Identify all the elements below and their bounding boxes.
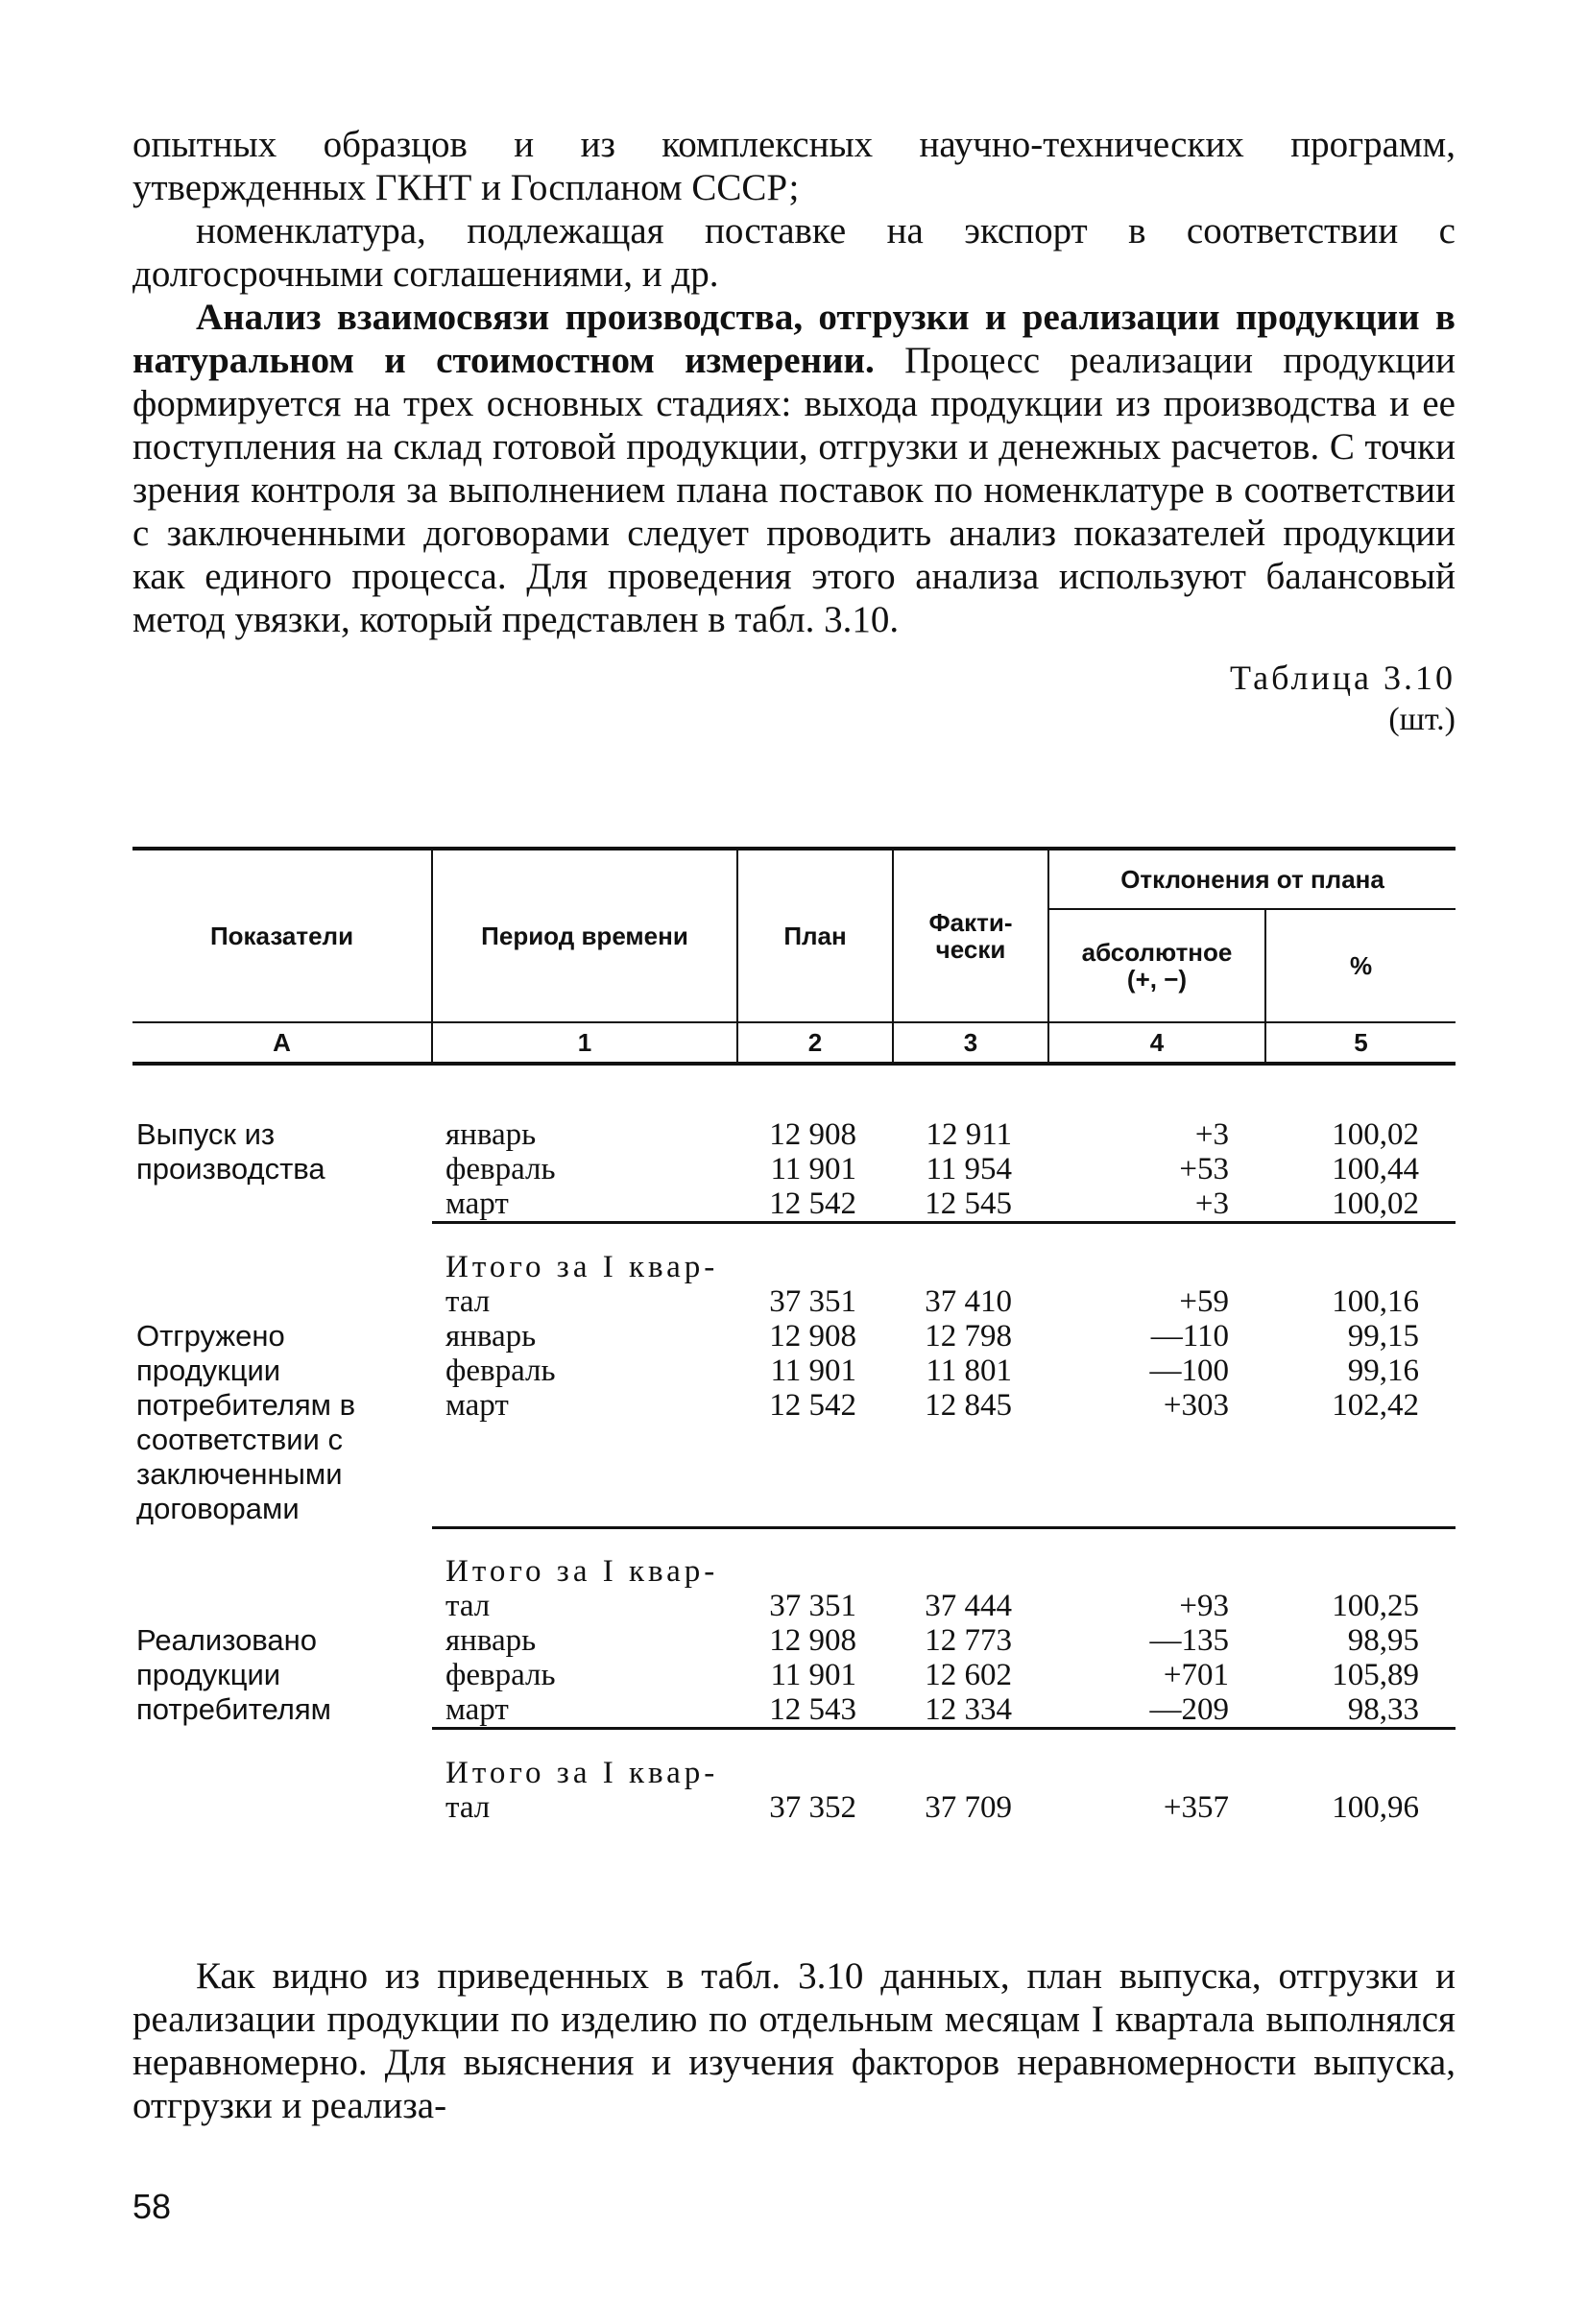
total-pct: 100,25: [1332, 1589, 1419, 1623]
plan-cell: 12 908: [769, 1623, 856, 1658]
period-cell: январь: [445, 1623, 537, 1658]
period-cell: март: [445, 1692, 509, 1727]
abs-cell: —110: [1150, 1318, 1229, 1354]
actual-cell: 11 801: [926, 1353, 1012, 1388]
abs-cell: —100: [1149, 1353, 1229, 1388]
abs-cell: —135: [1149, 1623, 1229, 1658]
total-label-1: Итого за I квар-: [445, 1554, 719, 1589]
data-table: [132, 847, 1456, 1825]
period-cell: март: [445, 1186, 509, 1221]
actual-cell: 12 845: [925, 1387, 1012, 1423]
paragraph-analysis: [132, 296, 1456, 641]
actual-cell: 12 334: [925, 1692, 1012, 1727]
abs-cell: +3: [1194, 1117, 1229, 1152]
table-row: [132, 1117, 1456, 1152]
plan-cell: 12 543: [769, 1692, 856, 1727]
page-body: [132, 123, 1456, 741]
bottom-text: [132, 1954, 1456, 2127]
plan-cell: 12 908: [769, 1117, 856, 1152]
period-cell: февраль: [445, 1658, 556, 1692]
total-row: [132, 1756, 1456, 1825]
table-row: [132, 1623, 1456, 1658]
actual-cell: 11 954: [926, 1152, 1012, 1186]
actual-cell: 12 798: [925, 1318, 1012, 1354]
table-row: [132, 1319, 1456, 1354]
total-label-1: Итого за I квар-: [445, 1249, 719, 1284]
abs-cell: +303: [1163, 1387, 1229, 1423]
table-3-10: [132, 847, 1456, 1825]
period-cell: январь: [445, 1117, 537, 1152]
header-percent: %: [1349, 951, 1373, 980]
total-abs: +59: [1179, 1283, 1229, 1319]
pct-cell: 105,89: [1332, 1658, 1419, 1692]
pct-cell: 100,44: [1332, 1152, 1419, 1186]
total-plan: 37 352: [769, 1789, 856, 1825]
total-pct: 100,16: [1332, 1283, 1419, 1319]
header-period: Период времени: [432, 849, 737, 1022]
indicator-label: Отгружено продукции потребителям в соответствии с заключенными договорами: [136, 1318, 356, 1525]
abs-cell: +701: [1163, 1658, 1229, 1692]
header-indicators: Показатели: [132, 849, 432, 1022]
pct-cell: 102,42: [1332, 1387, 1419, 1423]
pct-cell: 98,95: [1347, 1623, 1419, 1658]
total-label-1: Итого за I квар-: [445, 1755, 719, 1790]
analysis-text: Процесс реализации продукции формируется на трех основных стадиях: выхода продукции из производства и ее поступления на склад готовой продукции, отгрузки и денежных расчетов. С точки зрения контроля за выполнением плана поставок по номенклатуре в соответствии с заключенными договорами следует проводить анализ показателей продукции как единого процесса. Для проведения этого анализа используют балансовый метод увязки, который представлен в табл. 3.10.: [132, 340, 1456, 640]
paragraph-continuation: опытных образцов и из комплексных научно-технических программ, утвержденных ГКНТ и Госпланом СССР;: [132, 124, 1456, 208]
plan-cell: 11 901: [770, 1353, 856, 1388]
plan-cell: 12 908: [769, 1318, 856, 1354]
total-label-2: тал: [445, 1589, 491, 1623]
period-cell: февраль: [445, 1353, 556, 1388]
plan-cell: 12 542: [769, 1387, 856, 1423]
pct-cell: 98,33: [1347, 1692, 1419, 1727]
col-number-4: 4: [1048, 1022, 1265, 1064]
total-plan: 37 351: [769, 1283, 856, 1319]
table-caption: Таблица 3.10: [1230, 659, 1456, 697]
total-label-2: тал: [445, 1789, 491, 1825]
total-abs: +93: [1179, 1589, 1229, 1623]
header-plan: План: [737, 849, 893, 1022]
header-actual: Факти- чески: [893, 849, 1048, 1022]
header-absolute: абсолютное (+, −): [1048, 909, 1265, 1022]
total-actual: 37 709: [925, 1789, 1012, 1825]
page-number: 58: [132, 2187, 172, 2226]
total-abs: +357: [1163, 1789, 1229, 1825]
col-number-5: 5: [1265, 1022, 1456, 1064]
total-actual: 37 410: [925, 1283, 1012, 1319]
abs-cell: +3: [1194, 1186, 1229, 1221]
pct-cell: 100,02: [1332, 1117, 1419, 1152]
total-plan: 37 351: [769, 1589, 856, 1623]
period-cell: январь: [445, 1318, 537, 1354]
pct-cell: 99,15: [1347, 1318, 1419, 1354]
col-number-2: 2: [737, 1022, 893, 1064]
abs-cell: —209: [1149, 1692, 1229, 1727]
plan-cell: 11 901: [770, 1152, 856, 1186]
abs-cell: +53: [1179, 1152, 1229, 1186]
period-cell: март: [445, 1387, 509, 1423]
col-number-1: 1: [432, 1022, 737, 1064]
actual-cell: 12 773: [925, 1623, 1012, 1658]
indicator-label: Реализовано продукции потребителям: [136, 1623, 331, 1726]
table-unit: (шт.): [1388, 702, 1456, 737]
plan-cell: 12 542: [769, 1186, 856, 1221]
total-row: [132, 1250, 1456, 1319]
actual-cell: 12 545: [925, 1186, 1012, 1221]
pct-cell: 99,16: [1347, 1353, 1419, 1388]
analysis-heading: Анализ взаимосвязи производства, отгрузки и реализации продукции в натуральном и стоимостном измерении.: [132, 297, 1456, 381]
col-number-3: 3: [893, 1022, 1048, 1064]
total-label-2: тал: [445, 1283, 491, 1319]
actual-cell: 12 911: [926, 1117, 1012, 1152]
col-number-a: А: [132, 1022, 432, 1064]
pct-cell: 100,02: [1332, 1186, 1419, 1221]
period-cell: февраль: [445, 1152, 556, 1186]
actual-cell: 12 602: [925, 1658, 1012, 1692]
paragraph-nomenclature: номенклатура, подлежащая поставке на экспорт в соответствии с долгосрочными соглашениями, и др.: [132, 210, 1456, 295]
indicator-label: Выпуск из производства: [136, 1117, 325, 1186]
paragraph-conclusion: Как видно из приведенных в табл. 3.10 данных, план выпуска, отгрузки и реализации продукции по изделию по отдельным месяцам I квартала выполнялся неравномерно. Для выяснения и изучения факторов неравномерности выпуска, отгрузки и реализа-: [132, 1955, 1456, 2126]
plan-cell: 11 901: [770, 1658, 856, 1692]
total-row: [132, 1554, 1456, 1623]
header-deviation: Отклонения от плана: [1048, 849, 1456, 909]
total-actual: 37 444: [925, 1589, 1012, 1623]
total-pct: 100,96: [1332, 1789, 1419, 1825]
